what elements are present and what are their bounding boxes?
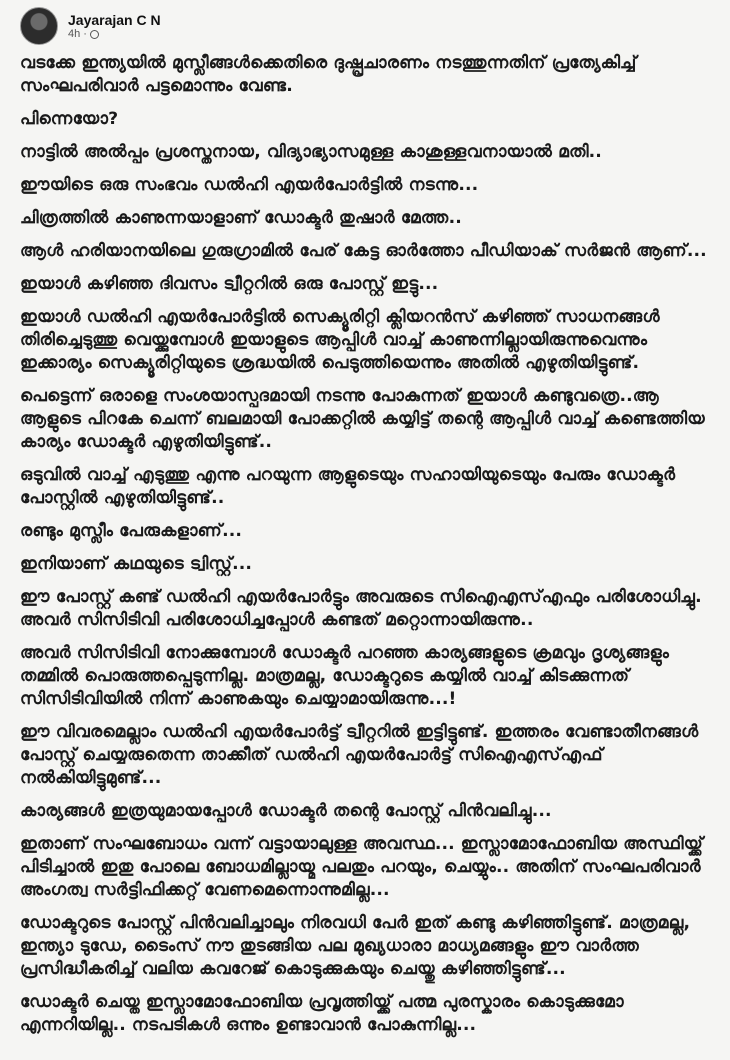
post-paragraph: ഡോക്ടറുടെ പോസ്റ്റ് പിൻവലിച്ചാലും നിരവധി പേർ ഇത് കണ്ടു കഴിഞ്ഞിട്ടുണ്ട്. മാത്രമല്ല, ഇന്ത്യാ ടുഡേ, ടൈംസ് നൗ തുടങ്ങിയ പല മുഖ്യധാരാ മാധ്യമങ്ങളും ഈ വാർത്ത പ്രസിദ്ധീകരിച്ച് വലിയ കവറേജ് കൊടുക്കുകയും ചെയ്തു കഴിഞ്ഞിട്ടുണ്ട്... xyxy=(20,913,691,979)
post-paragraph: ചിത്രത്തിൽ കാണുന്നയാളാണ് ഡോക്ടർ തുഷാർ മേത്ത.. xyxy=(20,208,462,228)
post-time-row xyxy=(68,28,161,41)
post-paragraph: ഇയാൾ കഴിഞ്ഞ ദിവസം ട്വീറ്ററിൽ ഒരു പോസ്റ്റ് ഇട്ടു... xyxy=(20,274,439,294)
author-avatar[interactable] xyxy=(20,7,58,45)
post-paragraph: ആൾ ഹരിയാനയിലെ ഗുരുഗ്രാമിൽ പേര് കേട്ട ഓർത്തോ പീഡിയാക് സർജൻ ആണ്... xyxy=(20,241,707,261)
post-paragraph: കാര്യങ്ങൾ ഇത്രയുമായപ്പോൾ ഡോക്ടർ തന്റെ പോസ്റ്റ് പിൻവലിച്ചു... xyxy=(20,801,552,821)
post-paragraph: ഇനിയാണ് കഥയുടെ ട്വിസ്റ്റ്... xyxy=(20,554,253,574)
post-paragraph: അവർ സിസിടിവി നോക്കുമ്പോൾ ഡോക്ടർ പറഞ്ഞ കാര്യങ്ങളുടെ ക്രമവും ദൃശ്യങ്ങളും തമ്മിൽ പൊരുത്തപ്പെടുന്നില്ല. മാത്രമല്ല, ഡോക്ടറുടെ കയ്യിൽ വാച്ച് കിടക്കുന്നത് സിസിടിവിയിൽ നിന്ന് കാണുകയും ചെയ്യാമായിരുന്നു...! xyxy=(20,643,670,709)
post-body xyxy=(20,52,716,1037)
post-paragraph: ഇയാൾ ഡൽഹി എയർപോർട്ടിൽ സെക്യൂരിറ്റി ക്ലിയറൻസ് കഴിഞ്ഞ് സാധനങ്ങൾ തിരിച്ചെടുത്തു വെയ്ക്കുമ്പോൾ ഇയാളുടെ ആപ്പിൾ വാച്ച് കാണുന്നില്ലായിരുന്നുവെന്നും ഇക്കാര്യം സെക്യൂരിറ്റിയുടെ ശ്രദ്ധയിൽ പെടുത്തിയെന്നും അതിൽ എഴുതിയിട്ടുണ്ട്. xyxy=(20,307,660,373)
meta-separator: · xyxy=(83,27,87,40)
globe-icon xyxy=(90,30,99,39)
post-paragraph: ഇതാണ് സംഘബോധം വന്ന് വട്ടായാലുള്ള അവസ്ഥ... ഇസ്ലാമോഫോബിയ അസ്ഥിയ്ക്ക് പിടിച്ചാൽ ഇതു പോലെ ബോധമില്ലായ്മ പലതും പറയും, ചെയ്യും.. അതിന് സംഘപരിവാർ അംഗത്വ സർട്ടിഫിക്കറ്റ് വേണമെന്നൊന്നുമില്ല... xyxy=(20,834,703,900)
post-paragraph: ഒടുവിൽ വാച്ച് എടുത്തു എന്നു പറയുന്ന ആളുടെയും സഹായിയുടെയും പേരും ഡോക്ടർ പോസ്റ്റിൽ എഴുതിയിട്ടുണ്ട്.. xyxy=(20,465,676,508)
author-name[interactable]: Jayarajan C N xyxy=(68,11,161,28)
post-paragraph: രണ്ടും മുസ്ലീം പേരുകളാണ്... xyxy=(20,521,242,541)
post-paragraph: നാട്ടിൽ അൽപ്പം പ്രശസ്തനായ, വിദ്യാഭ്യാസമുള്ള കാശുള്ളവനായാൽ മതി.. xyxy=(20,142,602,162)
post-paragraph: ഈ വിവരമെല്ലാം ഡൽഹി എയർപോർട്ട് ട്വീറ്ററിൽ ഇട്ടിട്ടുണ്ട്. ഇത്തരം വേണ്ടാതീനങ്ങൾ പോസ്റ്റ് ചെയ്യരുതെന്ന താക്കീത് ഡൽഹി എയർപോർട്ട് സിഐഎസ്എഫ് നൽകിയിട്ടുമുണ്ട്... xyxy=(20,722,699,788)
post-paragraph: ഈയിടെ ഒരു സംഭവം ഡൽഹി എയർപോർട്ടിൽ നടന്നു... xyxy=(20,175,479,195)
post-meta xyxy=(68,12,161,41)
post-header xyxy=(20,4,716,48)
post-paragraph: ഡോക്ടർ ചെയ്ത ഇസ്ലാമോഫോബിയ പ്രവൃത്തിയ്ക്ക് പത്മ പുരസ്കാരം കൊടുക്കുമോ എന്നറിയില്ല.. നടപടികൾ ഒന്നും ഉണ്ടാവാൻ പോകുന്നില്ല... xyxy=(20,992,624,1035)
post-paragraph: പിന്നെയോ? xyxy=(20,109,119,129)
post-timestamp[interactable]: 4h xyxy=(68,27,81,40)
post-paragraph: ഈ പോസ്റ്റ് കണ്ട് ഡൽഹി എയർപോർട്ടും അവരുടെ സിഐഎസ്എഫും പരിശോധിച്ചു. അവർ സിസിടിവി പരിശോധിച്ചപ്പോൾ കണ്ടത് മറ്റൊന്നായിരുന്നു.. xyxy=(20,587,702,630)
post-paragraph: വടക്കേ ഇന്ത്യയിൽ മുസ്ലീങ്ങൾക്കെതിരെ ദുഷ്പ്രചാരണം നടത്തുന്നതിന് പ്രത്യേകിച്ച് സംഘപരിവാർ പട്ടമൊന്നും വേണ്ട. xyxy=(20,53,637,96)
post-paragraph: പെട്ടെന്ന് ഒരാളെ സംശയാസ്പദമായി നടന്നു പോകുന്നത് ഇയാൾ കണ്ടുവത്രെ..ആ ആളുടെ പിറകേ ചെന്ന് ബലമായി പോക്കറ്റിൽ കയ്യിട്ട് തന്റെ ആപ്പിൾ വാച്ച് കണ്ടെത്തിയ കാര്യം ഡോക്ടർ എഴുതിയിട്ടുണ്ട്.. xyxy=(20,386,705,452)
